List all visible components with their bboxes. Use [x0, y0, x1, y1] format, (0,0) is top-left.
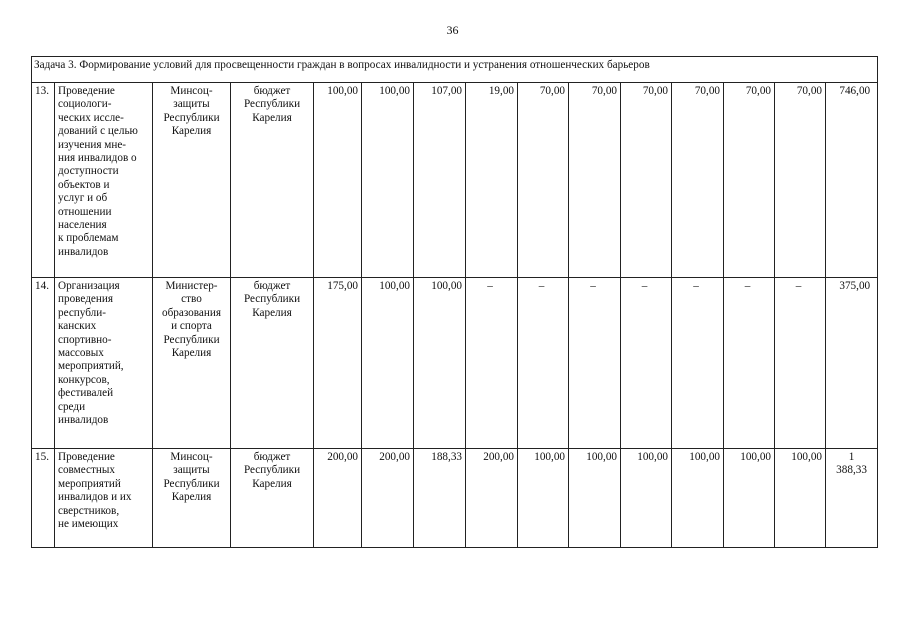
- activity-name: [55, 449, 153, 548]
- executor-line: образования: [161, 306, 221, 319]
- year-value: –: [621, 278, 672, 449]
- funding-source-line: Республики: [243, 293, 301, 306]
- activity-name-line: спортивно-: [58, 333, 112, 346]
- year-value: 100,00: [362, 83, 414, 278]
- executor: [153, 83, 231, 278]
- activity-name-line: проведения: [58, 293, 113, 306]
- activity-name: [55, 278, 153, 449]
- activity-name-line: канских: [58, 320, 97, 333]
- activity-name-line: Организация: [58, 280, 120, 292]
- activity-name-line: среди: [58, 400, 86, 413]
- funding-source-line: Карелия: [252, 306, 292, 319]
- row-number: 13.: [32, 83, 55, 278]
- year-value: –: [569, 278, 621, 449]
- table-row: [32, 83, 878, 278]
- funding-source-line: бюджет: [253, 85, 291, 97]
- table-body: [32, 83, 878, 548]
- funding-source: [231, 83, 314, 278]
- activity-name-line: республи-: [58, 306, 106, 319]
- funding-source: [231, 449, 314, 548]
- activity-name-line: Проведение: [58, 451, 115, 463]
- executor: [153, 449, 231, 548]
- funding-source-line: бюджет: [253, 451, 291, 463]
- executor-line: защиты: [173, 98, 210, 111]
- funding-source-line: Республики: [243, 464, 301, 477]
- funding-source-line: бюджет: [253, 280, 291, 292]
- year-value: 175,00: [314, 278, 362, 449]
- funding-source-line: Республики: [243, 98, 301, 111]
- year-value: 70,00: [775, 83, 826, 278]
- activity-name-line: к проблемам: [58, 232, 119, 245]
- year-value: 100,00: [724, 449, 775, 548]
- year-value: 19,00: [466, 83, 518, 278]
- activity-name-line: мероприятий: [58, 477, 121, 490]
- year-value: 107,00: [414, 83, 466, 278]
- year-value: 70,00: [518, 83, 569, 278]
- funding-source-line: Карелия: [252, 477, 292, 490]
- total-value: [826, 449, 878, 548]
- executor-line: Республики: [163, 111, 220, 124]
- year-value: 200,00: [314, 449, 362, 548]
- year-value: 100,00: [775, 449, 826, 548]
- activity-name-line: фестивалей: [58, 387, 114, 400]
- row-number: 15.: [32, 449, 55, 548]
- year-value: 100,00: [314, 83, 362, 278]
- executor-line: Минсоц-: [170, 85, 213, 97]
- activity-name-line: массовых: [58, 347, 104, 360]
- year-value: 100,00: [621, 449, 672, 548]
- total-value: 375,00: [826, 278, 878, 449]
- executor-line: Республики: [163, 333, 220, 346]
- activity-name-line: инвалидов: [58, 245, 109, 258]
- activity-name-line: инвалидов и их: [58, 491, 132, 504]
- year-value: 70,00: [672, 83, 724, 278]
- executor: [153, 278, 231, 449]
- activity-name-line: инвалидов: [58, 414, 109, 427]
- activity-name-line: сверстников,: [58, 504, 120, 517]
- activity-name-line: ческих иссле-: [58, 111, 124, 124]
- executor-line: Республики: [163, 477, 220, 490]
- year-value: –: [724, 278, 775, 449]
- year-value: 200,00: [466, 449, 518, 548]
- page-number: 36: [446, 23, 459, 37]
- year-value: 200,00: [362, 449, 414, 548]
- total-value-line: 1: [848, 451, 855, 463]
- funding-source: [231, 278, 314, 449]
- activity-name: [55, 83, 153, 278]
- program-table: [31, 56, 878, 548]
- executor-line: Минсоц-: [170, 451, 213, 463]
- year-value: 70,00: [724, 83, 775, 278]
- year-value: 188,33: [414, 449, 466, 548]
- executor-line: Министер-: [165, 280, 218, 292]
- table-row: [32, 278, 878, 449]
- funding-source-line: Карелия: [252, 111, 292, 124]
- year-value: 100,00: [518, 449, 569, 548]
- activity-name-line: объектов и: [58, 178, 110, 191]
- year-value: –: [775, 278, 826, 449]
- executor-line: ство: [181, 293, 202, 306]
- activity-name-line: изучения мне-: [58, 138, 127, 151]
- year-value: –: [672, 278, 724, 449]
- task-title: Задача 3. Формирование условий для просвещенности граждан в вопросах инвалидности и устранения отношенческих барьеров: [32, 57, 878, 83]
- activity-name-line: ния инвалидов о: [58, 152, 137, 165]
- activity-name-line: дований с целью: [58, 125, 138, 138]
- activity-name-line: отношении: [58, 205, 112, 218]
- activity-name-line: социологи-: [58, 98, 112, 111]
- total-value: 746,00: [826, 83, 878, 278]
- activity-name-line: конкурсов,: [58, 373, 110, 386]
- activity-name-line: совместных: [58, 464, 115, 477]
- year-value: –: [518, 278, 569, 449]
- activity-name-line: мероприятий,: [58, 360, 124, 373]
- executor-line: Карелия: [171, 347, 212, 360]
- row-number: 14.: [32, 278, 55, 449]
- year-value: 70,00: [621, 83, 672, 278]
- activity-name-line: населения: [58, 219, 107, 232]
- executor-line: Карелия: [171, 491, 212, 504]
- activity-name-line: не имеющих: [58, 518, 119, 531]
- total-value-line: 388,33: [836, 464, 867, 477]
- activity-name-line: услуг и об: [58, 192, 108, 205]
- activity-name-line: доступности: [58, 165, 119, 178]
- table-row: [32, 449, 878, 548]
- year-value: 70,00: [569, 83, 621, 278]
- year-value: 100,00: [362, 278, 414, 449]
- executor-line: защиты: [173, 464, 210, 477]
- year-value: 100,00: [414, 278, 466, 449]
- executor-line: и спорта: [171, 320, 212, 333]
- activity-name-line: Проведение: [58, 85, 115, 97]
- task-row: [32, 57, 878, 83]
- year-value: 100,00: [569, 449, 621, 548]
- year-value: 100,00: [672, 449, 724, 548]
- executor-line: Карелия: [171, 125, 212, 138]
- year-value: –: [466, 278, 518, 449]
